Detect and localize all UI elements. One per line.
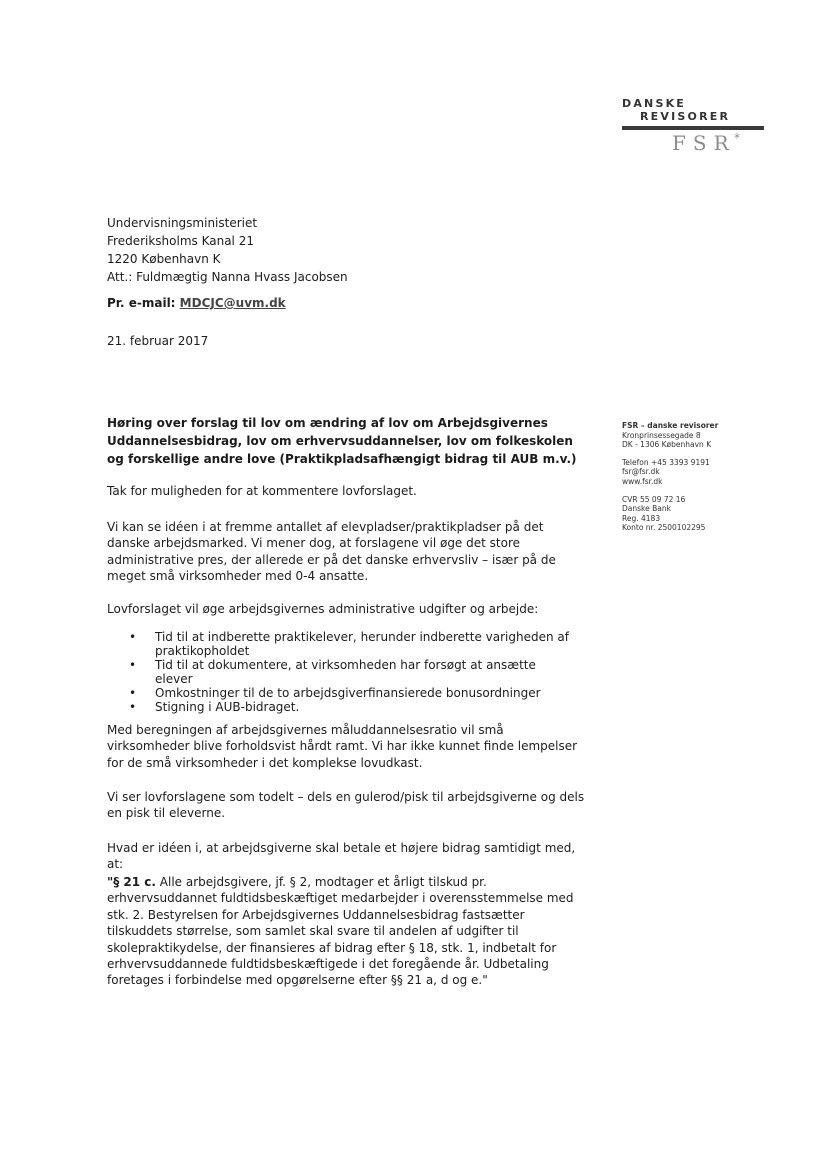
recipient-address: [107, 214, 348, 286]
sender-mail: fsr@fsr.dk: [622, 467, 660, 477]
sender-bank: Danske Bank: [622, 504, 671, 514]
email-link[interactable]: MDCJC@uvm.dk: [179, 296, 286, 310]
paragraph-carrot-stick: Vi ser lovforslagene som todelt – dels en gulerod/pisk til arbejdsgiverne og dels en pisk til eleverne.: [107, 790, 585, 821]
logo-star: *: [734, 131, 740, 145]
recipient-line: 1220 København K: [107, 252, 221, 266]
logo-bar: [622, 126, 764, 130]
list-item: • Stigning i AUB-bidraget.: [107, 700, 577, 714]
paragraph-thanks: Tak for muligheden for at kommentere lovforslaget.: [107, 484, 417, 498]
sender-org: FSR – danske revisorer: [622, 421, 719, 430]
logo-mark: FSR: [672, 131, 736, 155]
email-line: [107, 294, 286, 312]
cost-list: [107, 630, 577, 714]
sender-city: DK - 1306 København K: [622, 440, 712, 450]
paragraph-costs-intro: Lovforslaget vil øge arbejdsgivernes administrative udgifter og arbejde:: [107, 602, 539, 616]
recipient-line: Frederiksholms Kanal 21: [107, 234, 254, 248]
sender-web: www.fsr.dk: [622, 476, 663, 486]
list-item: • Tid til at dokumentere, at virksomheden har forsøgt at ansætte elever: [107, 658, 577, 686]
paragraph-question: Hvad er idéen i, at arbejdsgiverne skal betale et højere bidrag samtidigt med, at:: [107, 841, 576, 872]
sender-cvr: CVR 55 09 72 16: [622, 494, 686, 504]
fsr-logo: [612, 95, 772, 165]
list-item: • Tid til at indberette praktikelever, herunder indberette varigheden af praktikopholdet: [107, 630, 577, 658]
subject-heading: Høring over forslag til lov om ændring af lov om Arbejdsgivernes Uddannelsesbidrag, lov om erhvervsuddannelser, lov om folkeskolen og forskellige andre love (Praktikpladsafhængigt bidrag til AUB m.v.): [107, 416, 577, 466]
list-item: • Omkostninger til de to arbejdsgiverfinansierede bonusordninger: [107, 686, 577, 700]
sender-info: [622, 421, 718, 533]
recipient-line: Att.: Fuldmægtig Nanna Hvass Jacobsen: [107, 270, 348, 284]
quote-section-ref: "§ 21 c.: [107, 875, 156, 889]
sender-account: Konto nr. 2500102295: [622, 523, 706, 533]
sender-phone: Telefon +45 3393 9191: [622, 457, 710, 467]
logo-line-revisorer: REVISORER: [640, 110, 731, 123]
logo-line-danske: DANSKE: [622, 97, 687, 110]
email-label: Pr. e-mail:: [107, 296, 176, 310]
sender-street: Kronprinsessegade 8: [622, 430, 701, 440]
sender-reg: Reg. 4183: [622, 513, 661, 523]
letter-date: 21. februar 2017: [107, 334, 209, 348]
recipient-line: Undervisningsministeriet: [107, 216, 258, 230]
quote-text: Alle arbejdsgivere, jf. § 2, modtager et årligt tilskud pr. erhvervsuddannet fuldtidsbeskæftiget medarbejder i overensstemmelse med stk. 2. Bestyrelsen for Arbejdsgivernes Uddannelsesbidrag fastsætter tilskuddets størrelse, som samlet skal svare til andelen af udgifter til skolepraktikydelse, der finansieres af bidrag efter § 18, stk. 1, indbetalt for erhvervsuddannede fuldtidsbeskæftigede i det foregående år. Udbetaling foretages i forbindelse med opgørelserne efter §§ 21 a, d og e.": [107, 875, 574, 988]
paragraph-idea: Vi kan se idéen i at fremme antallet af elevpladser/praktikpladser på det danske arbejdsmarked. Vi mener dog, at forslagene vil øge det store administrative pres, der allerede er på det danske erhvervsliv – især på de meget små virksomheder med 0-4 ansatte.: [107, 520, 556, 584]
paragraph-small-business: Med beregningen af arbejdsgivernes måluddannelsesratio vil små virksomheder blive forholdsvist hårdt ramt. Vi har ikke kunnet finde lempelser for de små virksomheder i det komplekse lovudkast.: [107, 723, 578, 770]
law-quote: [107, 874, 587, 989]
